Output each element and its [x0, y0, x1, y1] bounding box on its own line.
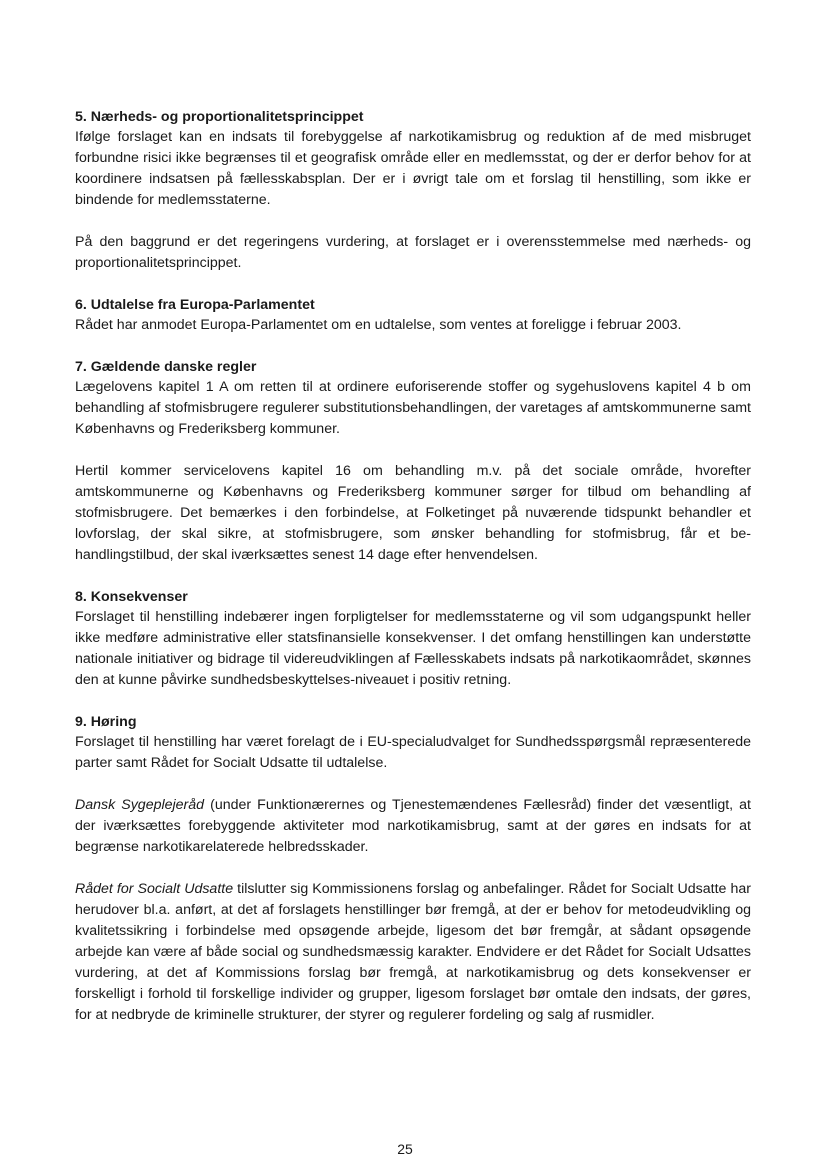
paragraph-nursing-council — [75, 795, 751, 858]
paragraph: På den baggrund er det regeringens vurdering, at forslaget er i overensstemmelse med nærheds- og proportionalitetsprincippet. — [75, 234, 751, 271]
document-page — [75, 107, 751, 1047]
paragraph: Ifølge forslaget kan en indsats til forebyggelse af narkotikamisbrug og reduktion af de med misbruget forbundne risici ikke begrænses til et geografisk område eller en medlemsstat, og der er derfor behov for at koordinere indsatsen på fællesskabsplan. Der er i øvrigt tale om et forslag til henstilling, som ikke er bindende for medlemsstaterne. — [75, 129, 751, 208]
section-heading: 6. Udtalelse fra Europa-Parlamentet — [75, 297, 315, 313]
paragraph: Forslaget til henstilling har været forelagt de i EU-specialudvalget for Sundhedsspørgsmål repræsenterede parter samt Rådet for Socialt Udsatte til udtalelse. — [75, 734, 751, 771]
organization-name: Dansk Sygeplejeråd — [75, 797, 205, 813]
section-heading: 8. Konsekvenser — [75, 589, 188, 605]
paragraph: Hertil kommer servicelovens kapitel 16 om behandling m.v. på det sociale område, hvorefter amtskommunerne og Københavns og Frederiksberg kommuner sørger for tilbud om behandling af stofmisbrugere. Det bemærkes i den forbindelse, at Folketinget på nuværende tidspunkt behandler et lovforslag, der skal sikre, at stofmisbrugere, som ønsker behandling for stofmisbrug, får et behandlingstilbud, der skal iværksættes senest 14 dage efter henvendelsen. — [75, 463, 751, 563]
paragraph: Forslaget til henstilling indebærer ingen forpligtelser for medlemsstaterne og vil som udgangspunkt heller ikke medføre administrative eller statsfinansielle konsekvenser. I det omfang henstillingen kan understøtte nationale initiativer og bidrage til videreudviklingen af Fællesskabets indsats på narkotikaområdet, skønnes den at kunne påvirke sundhedsbeskyttelses-niveauet i positiv retning. — [75, 609, 751, 688]
section-parliament-opinion — [75, 295, 751, 336]
paragraph: Rådet har anmodet Europa-Parlamentet om en udtalelse, som ventes at foreligge i februar 2003. — [75, 317, 682, 333]
paragraph-text: (under Funktionærernes og Tjenestemændenes Fællesråd) finder det væsentligt, at der iværksættes forebyggende aktiviteter mod narkotikamisbrug, samt at der gøres en indsats for at begrænse narkotikarelaterede helbredsskader. — [75, 797, 751, 855]
page-number: 25 — [397, 1141, 413, 1157]
paragraph: Lægelovens kapitel 1 A om retten til at ordinere euforiserende stoffer og sygehuslovens kapitel 4 b om behandling af stofmisbrugere regulerer substitutionsbehandlingen, der varetages af amtskommunerne samt Københavns og Frederiksberg kommuner. — [75, 379, 751, 437]
organization-name: Rådet for Socialt Udsatte — [75, 881, 234, 897]
section-heading: 7. Gældende danske regler — [75, 359, 257, 375]
paragraph-text: tilslutter sig Kommissionens forslag og anbefalinger. Rådet for Socialt Udsatte har herudover bl.a. anført, at det af forslagets henstillinger bør fremgå, at der er behov for metodeudvikling og kvalitetssikring i forbindelse med opsøgende arbejde, ligesom det bør fremgår, at sådant opsøgende arbejde kan være af både social og sundhedsmæssig karakter. Endvidere er det Rådet for Socialt Udsattes vurdering, at det af Kommissions forslag bør fremgå, at narkotikamisbrug og dets konsekvenser er forskelligt i forhold til forskellige individer og grupper, ligesom forslaget bør omtale den indsats, der gøres, for at nedbryde de kriminelle strukturer, der styrer og regulerer fordeling og salg af rusmidler. — [75, 881, 751, 1023]
section-heading: 9. Høring — [75, 714, 137, 730]
section-hearing — [75, 712, 751, 1026]
section-heading: 5. Nærheds- og proportionalitetsprincippet — [75, 109, 364, 125]
paragraph-social-council — [75, 879, 751, 1026]
section-consequences — [75, 587, 751, 691]
section-danish-rules — [75, 357, 751, 566]
section-subsidiarity — [75, 107, 751, 274]
